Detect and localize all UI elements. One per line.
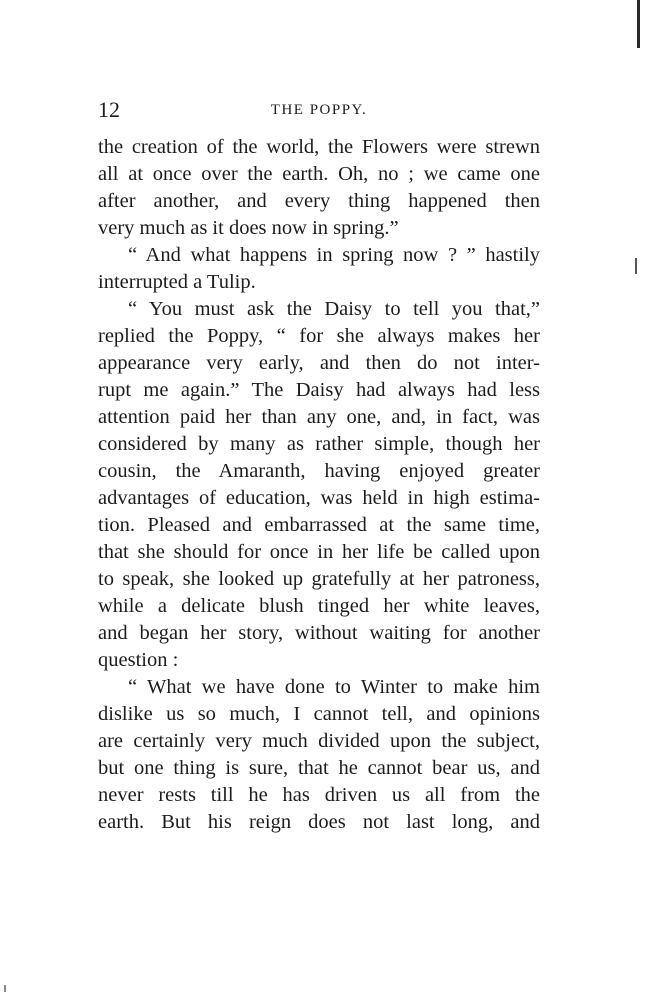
- page-edge-shadow: [637, 0, 640, 48]
- running-header: [98, 96, 540, 124]
- text-line: question :: [98, 649, 179, 671]
- page-number: 12: [98, 97, 120, 122]
- text-line: after another, and every thing happened then: [98, 190, 540, 212]
- running-title: THE POPPY.: [270, 102, 368, 118]
- text-line: dislike us so much, I cannot tell, and opinions: [98, 703, 540, 725]
- text-line: that she should for once in her life be called upon: [98, 541, 540, 563]
- text-line: “ You must ask the Daisy to tell you that,”: [128, 298, 540, 320]
- text-line: very much as it does now in spring.”: [98, 217, 399, 239]
- text-line: replied the Poppy, “ for she always makes her: [98, 325, 540, 347]
- text-line: are certainly very much divided upon the subject,: [98, 730, 540, 752]
- text-line: attention paid her than any one, and, in fact, was: [98, 406, 540, 428]
- text-line: tion. Pleased and embarrassed at the same time,: [98, 514, 540, 536]
- text-line: considered by many as rather simple, though her: [98, 433, 540, 455]
- text-line: earth. But his reign does not last long, and: [98, 811, 540, 833]
- text-line: while a delicate blush tinged her white leaves,: [98, 595, 540, 617]
- corner-mark: [4, 985, 6, 992]
- text-line: the creation of the world, the Flowers were strewn: [98, 136, 540, 158]
- text-line: advantages of education, was held in high estima-: [98, 487, 540, 509]
- text-line: never rests till he has driven us all from the: [98, 784, 540, 806]
- text-line: cousin, the Amaranth, having enjoyed greater: [98, 460, 540, 482]
- text-line: appearance very early, and then do not inter-: [98, 352, 540, 374]
- text-line: rupt me again.” The Daisy had always had less: [98, 379, 540, 401]
- margin-mark: [635, 258, 637, 274]
- text-line: and began her story, without waiting for another: [98, 622, 540, 644]
- text-line: but one thing is sure, that he cannot bear us, and: [98, 757, 540, 779]
- text-line: “ What we have done to Winter to make him: [128, 676, 540, 698]
- text-line: to speak, she looked up gratefully at her patroness,: [98, 568, 540, 590]
- text-line: all at once over the earth. Oh, no ; we came one: [98, 163, 540, 185]
- body-text: [98, 134, 540, 836]
- text-line: interrupted a Tulip.: [98, 271, 256, 293]
- text-line: “ And what happens in spring now ? ” hastily: [128, 244, 540, 266]
